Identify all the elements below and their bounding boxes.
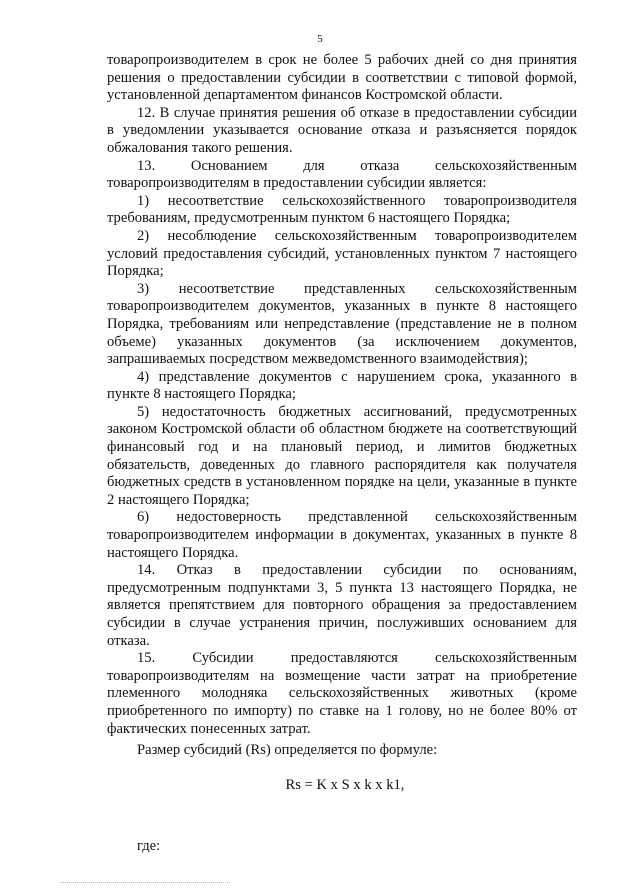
where-label: где:	[137, 838, 161, 855]
list-item-3: 3) несоответствие представленных сельскохозяйственным товаропроизводителем документов, указанных в пункте 8 настоящего Порядка, требованиям или непредставление (представление не в полном объеме) указанных документов (за исключением документов, запрашиваемых посредством межведомственного взаимодействия);	[107, 280, 577, 368]
list-item-1: 1) несоответствие сельскохозяйственного товаропроизводителя требованиям, предусмотренным пунктом 6 настоящего Порядка;	[107, 192, 577, 227]
formula-intro: Размер субсидий (Rs) определяется по формуле:	[137, 742, 438, 759]
subsidy-formula: Rs = K x S x k x k1,	[285, 776, 405, 793]
list-item-2: 2) несоблюдение сельскохозяйственным товаропроизводителем условий предоставления субсидий, установленных пунктом 7 настоящего Порядка;	[107, 227, 577, 280]
paragraph-13: 13. Основанием для отказа сельскохозяйственным товаропроизводителям в предоставлении субсидии является:	[107, 157, 577, 192]
document-body	[107, 52, 577, 856]
list-item-4: 4) представление документов с нарушением срока, указанного в пункте 8 настоящего Порядка;	[107, 368, 577, 403]
scan-artifact	[60, 880, 230, 883]
page-number: 5	[317, 33, 323, 45]
paragraph-15: 15. Субсидии предоставляются сельскохозяйственным товаропроизводителям на возмещение части затрат на приобретение племенного молодняка сельскохозяйственных животных (кроме приобретенного по импорту) по ставке на 1 голову, но не более 80% от фактических понесенных затрат.	[107, 650, 577, 737]
paragraph-14: 14. Отказ в предоставлении субсидии по основаниям, предусмотренным подпунктами 3, 5 пункта 13 настоящего Порядка, не является препятствием для повторного обращения за предоставлением субсидии в случае устранения причин, послуживших основанием для отказа.	[107, 562, 577, 649]
list-item-6: 6) недостоверность представленной сельскохозяйственным товаропроизводителем информации в документах, указанных в пункте 8 настоящего Порядка.	[107, 509, 577, 561]
paragraph-continuation: товаропроизводителем в срок не более 5 рабочих дней со дня принятия решения о предоставлении субсидии в соответствии с типовой формой, установленной департаментом финансов Костромской области.	[107, 52, 577, 104]
paragraph-12: 12. В случае принятия решения об отказе в предоставлении субсидии в уведомлении указывается основание отказа и разъясняется порядок обжалования такого решения.	[107, 104, 577, 156]
list-item-5: 5) недостаточность бюджетных ассигнований, предусмотренных законом Костромской области об областном бюджете на соответствующий финансовый год и на плановый период, и лимитов бюджетных обязательств, доведенных до главного распорядителя как получателя бюджетных средств в установленном порядке на цели, указанные в пункте 2 настоящего Порядка;	[107, 403, 577, 508]
